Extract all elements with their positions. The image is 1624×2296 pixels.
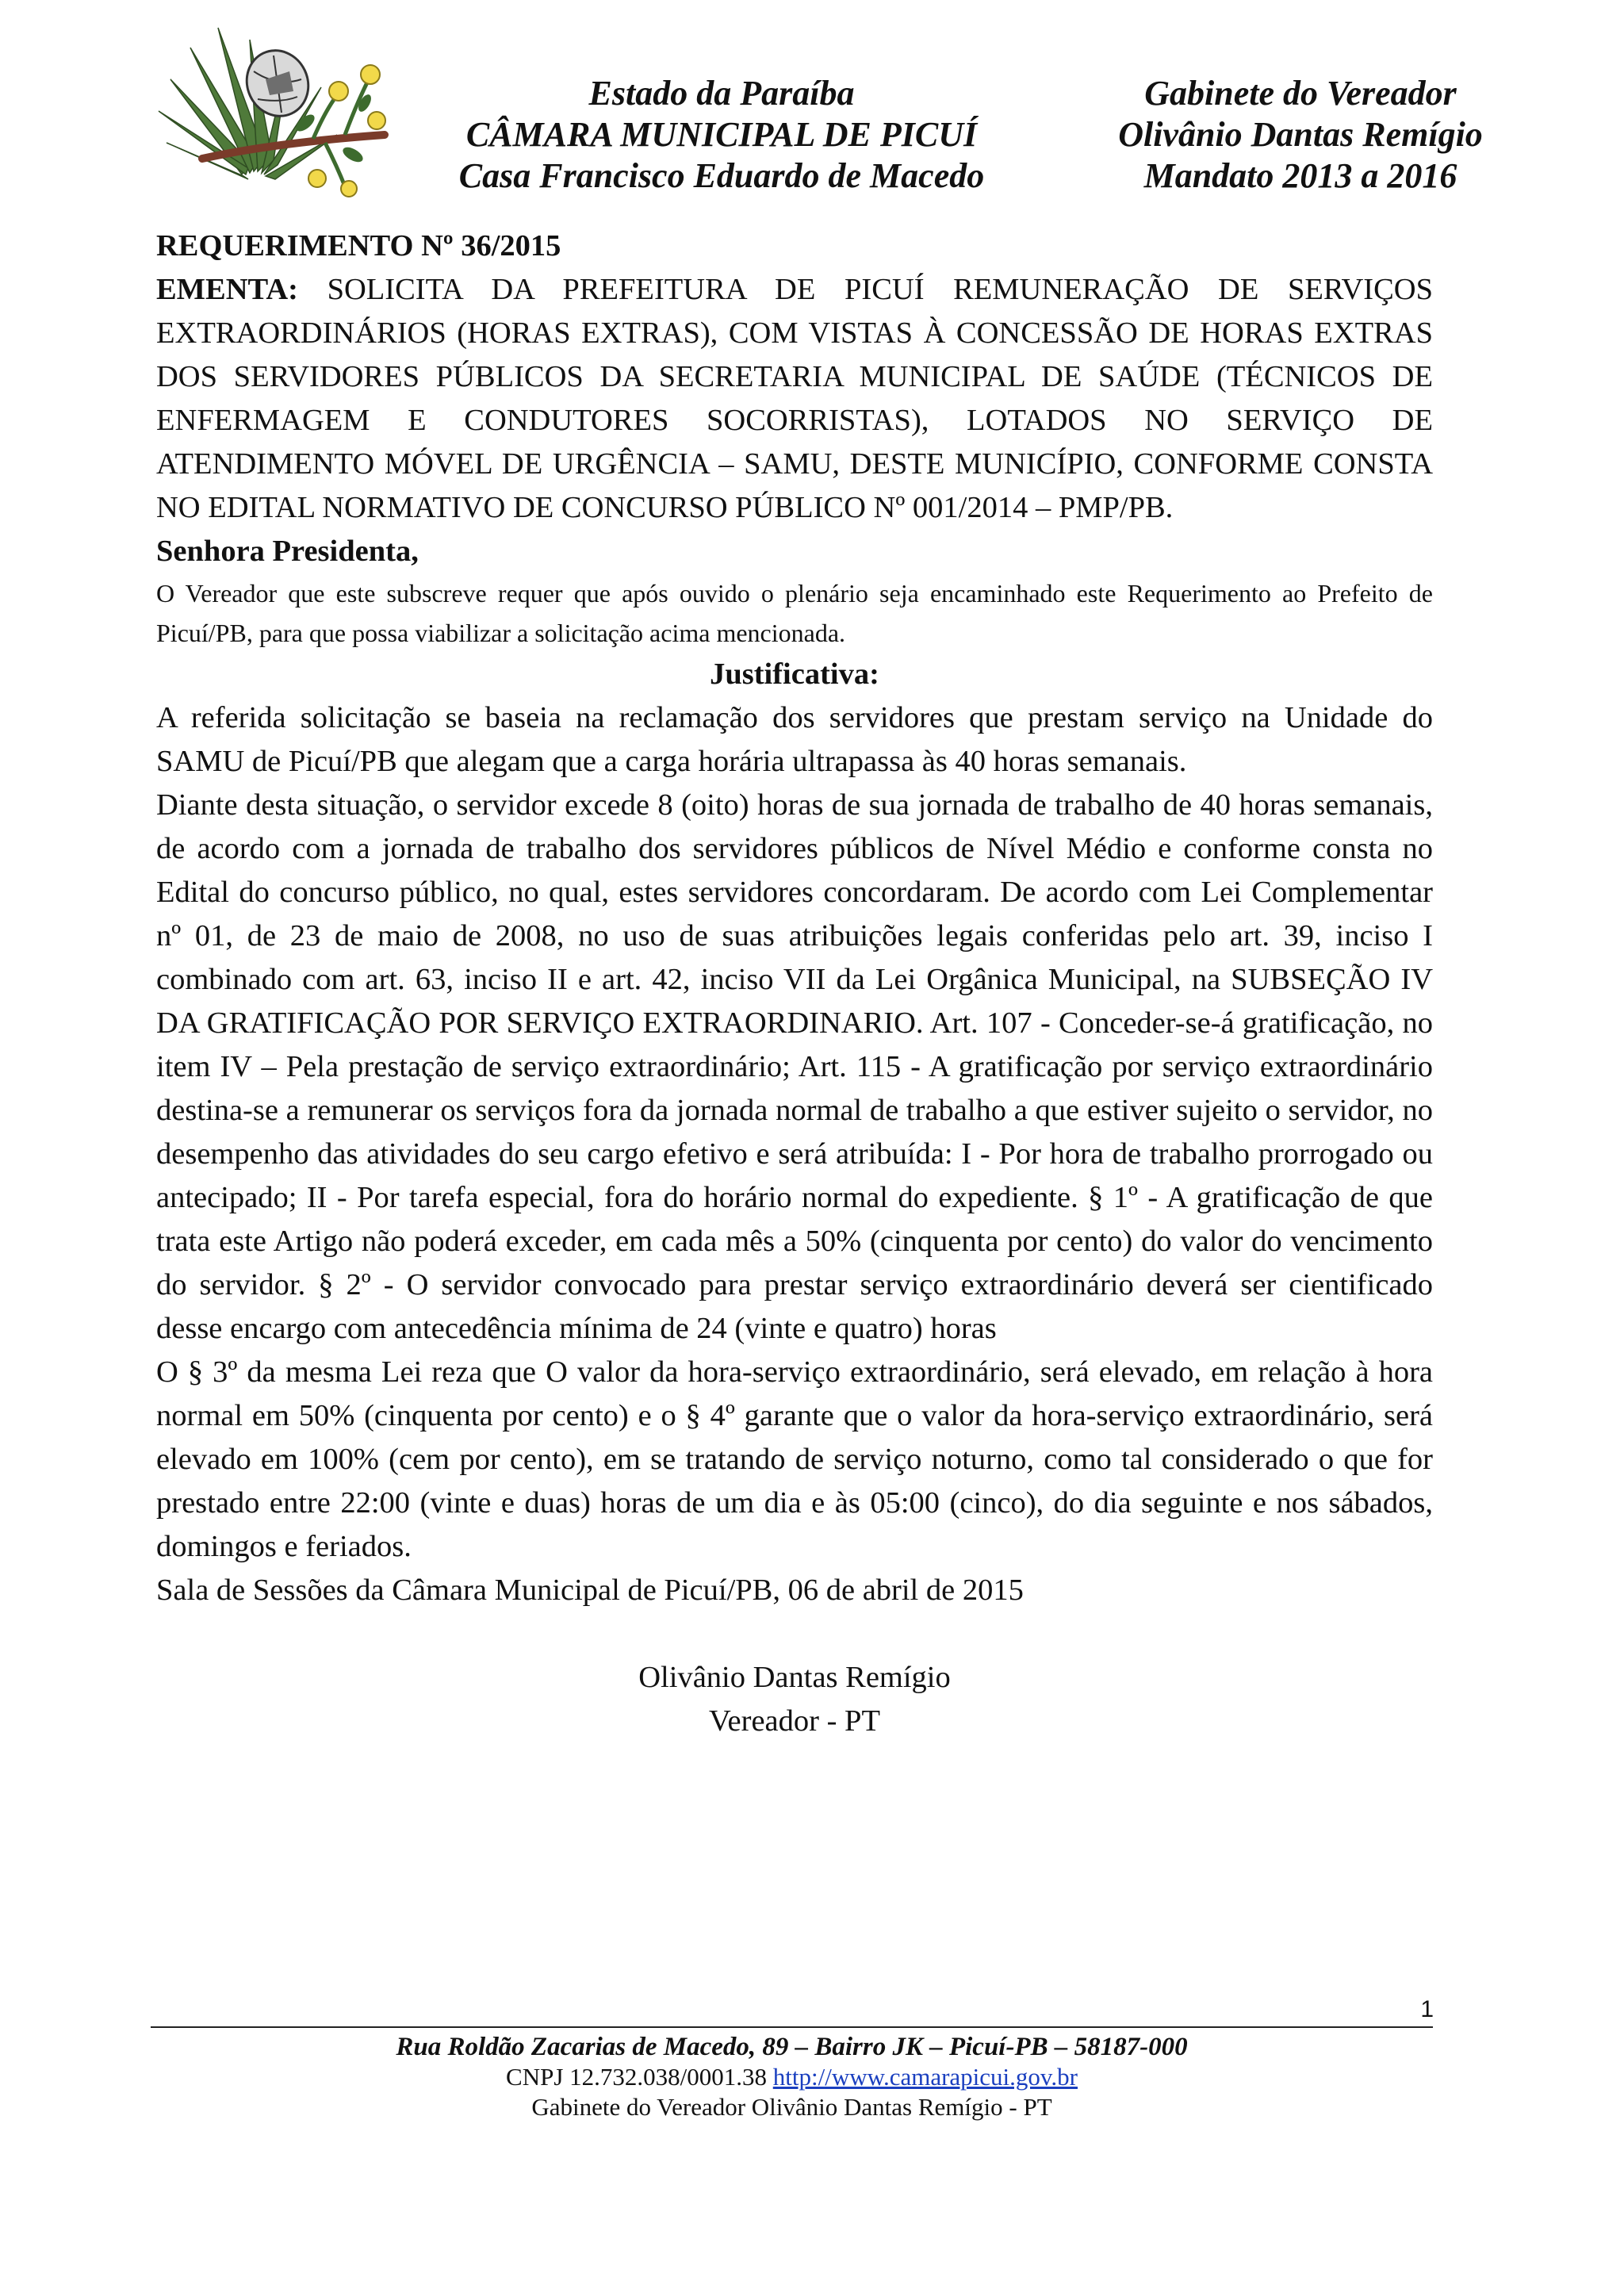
justification-title: Justificativa: xyxy=(710,657,879,691)
signature-block xyxy=(156,1656,1433,1743)
ementa-label: EMENTA: xyxy=(156,273,298,306)
footer-website-link[interactable]: http://www.camarapicui.gov.br xyxy=(772,2063,1078,2091)
header-state: Estado da Paraíba xyxy=(588,74,855,113)
ementa-text: SOLICITA DA PREFEITURA DE PICUÍ REMUNERAÇÃO DE SERVIÇOS EXTRAORDINÁRIOS (HORAS EXTRAS), COM VISTAS À CONCESSÃO DE HORAS EXTRAS DOS SERVIDORES PÚBLICOS DA SECRETARIA MUNICIPAL DE SAÚDE (TÉCNICOS DE ENFERMAGEM E CONDUTORES SOCORRISTAS), LOTADOS NO SERVIÇO DE ATENDIMENTO MÓVEL DE URGÊNCIA – SAMU, DESTE MUNICÍPIO, CONFORME CONSTA NO EDITAL NORMATIVO DE CONCURSO PÚBLICO Nº 001/2014 – PMP/PB. xyxy=(156,273,1434,524)
footer-divider xyxy=(151,2026,1433,2028)
page-number: 1 xyxy=(1420,1996,1434,2022)
salutation: Senhora Presidenta, xyxy=(156,535,419,568)
justification-paragraph-2: Diante desta situação, o servidor excede 8 (oito) horas de sua jornada de trabalho de 40 horas semanais, de acordo com a jornada de trabalho dos servidores públicos de Nível Médio e conforme consta no Edital do concurso público, no qual, estes servidores concordaram. De acordo com Lei Complementar nº 01, de 23 de maio de 2008, no uso de suas atribuições legais conferidas pelo art. 39, inciso I combinado com art. 63, inciso II e art. 42, inciso VII da Lei Orgânica Municipal, na SUBSEÇÃO IV DA GRATIFICAÇÃO POR SERVIÇO EXTRAORDINARIO. Art. 107 - Conceder-se-á gratificação, no item IV – Pela prestação de serviço extraordinário; Art. 115 - A gratificação por serviço extraordinário destina-se a remunerar os serviços fora da jornada normal de trabalho a que estiver sujeito o servidor, no desempenho das atividades do seu cargo efetivo e será atribuída: I - Por hora de trabalho prorrogado ou antecipado; II - Por tarefa especial, fora do horário normal do expediente. § 1º - A gratificação de que trata este Artigo não poderá exceder, em cada mês a 50% (cinquenta por cento) do valor do vencimento do servidor. § 2º - O servidor convocado para prestar serviço extraordinário deverá ser cientificado desse encargo com antecedência mínima de 24 (vinte e quatro) horas xyxy=(156,788,1433,1345)
header-term: Mandato 2013 a 2016 xyxy=(1143,156,1457,195)
header-councilor-name: Olivânio Dantas Remígio xyxy=(1118,115,1483,154)
signer-name: Olivânio Dantas Remígio xyxy=(638,1661,951,1694)
ementa xyxy=(156,268,1433,530)
footer-office: Gabinete do Vereador Olivânio Dantas Remígio - PT xyxy=(531,2093,1052,2121)
header-office-title: Gabinete do Vereador xyxy=(1144,74,1457,113)
document-body xyxy=(156,224,1433,1743)
camara-logo-icon xyxy=(155,24,396,202)
signer-role: Vereador - PT xyxy=(709,1704,880,1738)
footer-cnpj: CNPJ 12.732.038/0001.38 xyxy=(506,2063,767,2091)
footer xyxy=(151,2032,1433,2122)
place-date: Sala de Sessões da Câmara Municipal de Picuí/PB, 06 de abril de 2015 xyxy=(156,1573,1024,1607)
footer-address: Rua Roldão Zacarias de Macedo, 89 – Bairro JK – Picuí-PB – 58187-000 xyxy=(396,2033,1188,2061)
requerimento-title: REQUERIMENTO Nº 36/2015 xyxy=(156,229,561,263)
header-office xyxy=(1055,73,1546,197)
justification-paragraph-1: A referida solicitação se baseia na reclamação dos servidores que prestam serviço na Unidade do SAMU de Picuí/PB que alegam que a carga horária ultrapassa às 40 horas semanais. xyxy=(156,701,1433,778)
footer-contact xyxy=(151,2062,1433,2092)
justification-paragraph-3: O § 3º da mesma Lei reza que O valor da hora-serviço extraordinário, será elevado, em relação à hora normal em 50% (cinquenta por cento) e o § 4º garante que o valor da hora-serviço extraordinário, será elevado em 100% (cem por cento), em se tratando de serviço noturno, como tal considerado o que for prestado entre 22:00 (vinte e duas) horas de um dia e às 05:00 (cinco), do dia seguinte e nos sábados, domingos e feriados. xyxy=(156,1355,1433,1563)
request-text: O Vereador que este subscreve requer que após ouvido o plenário seja encaminhado este Requerimento ao Prefeito de Picuí/PB, para que possa viabilizar a solicitação acima mencionada. xyxy=(156,579,1433,647)
header-institution xyxy=(444,73,999,197)
header-house: Casa Francisco Eduardo de Macedo xyxy=(458,156,985,195)
header-chamber: CÂMARA MUNICIPAL DE PICUÍ xyxy=(465,115,978,154)
